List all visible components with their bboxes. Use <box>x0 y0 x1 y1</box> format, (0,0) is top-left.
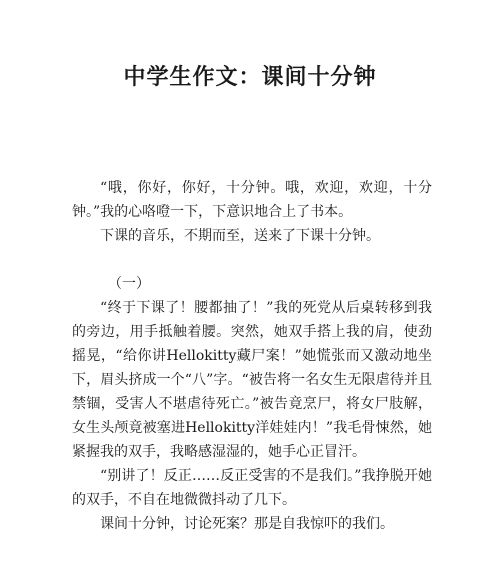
intro-paragraph-2: 下课的音乐，不期而至，送来了下课十分钟。 <box>100 228 380 244</box>
story-paragraph-2: “别讲了！反正……反正受害的不是我们。”我挣脱开她的双手，不自在地微微抖动了几下。 <box>72 468 432 508</box>
intro-paragraph-1: “哦，你好，你好，十分钟。哦，欢迎，欢迎，十分钟。”我的心咯噔一下，下意识地合上了书本。 <box>72 180 432 220</box>
section-marker: （一） <box>108 276 150 292</box>
story-paragraph-1: “终于下课了！腰都抽了！”我的死党从后桌转移到我的旁边，用手抵触着腰。突然，她双手搭上我的肩，使劲摇晃，“给你讲Hellokitty藏尸案！”她慌张而又激动地坐下，眉头挤成一个“八”字。“被告将一名女生无限虐待并且禁锢，受害人不堪虐待死亡。”被告竟烹尸，将女尸肢解，女生头颅竟被塞进Hellokitty洋娃娃内！”我毛骨悚然，她紧握我的双手，我略感湿湿的，她手心正冒汗。 <box>72 300 432 460</box>
story-paragraph-3: 课间十分钟，讨论死案？那是自我惊吓的我们。 <box>100 516 394 532</box>
document-title: 中学生作文：课间十分钟 <box>123 65 377 90</box>
document-body <box>72 176 432 536</box>
paragraph-gap <box>72 248 432 272</box>
